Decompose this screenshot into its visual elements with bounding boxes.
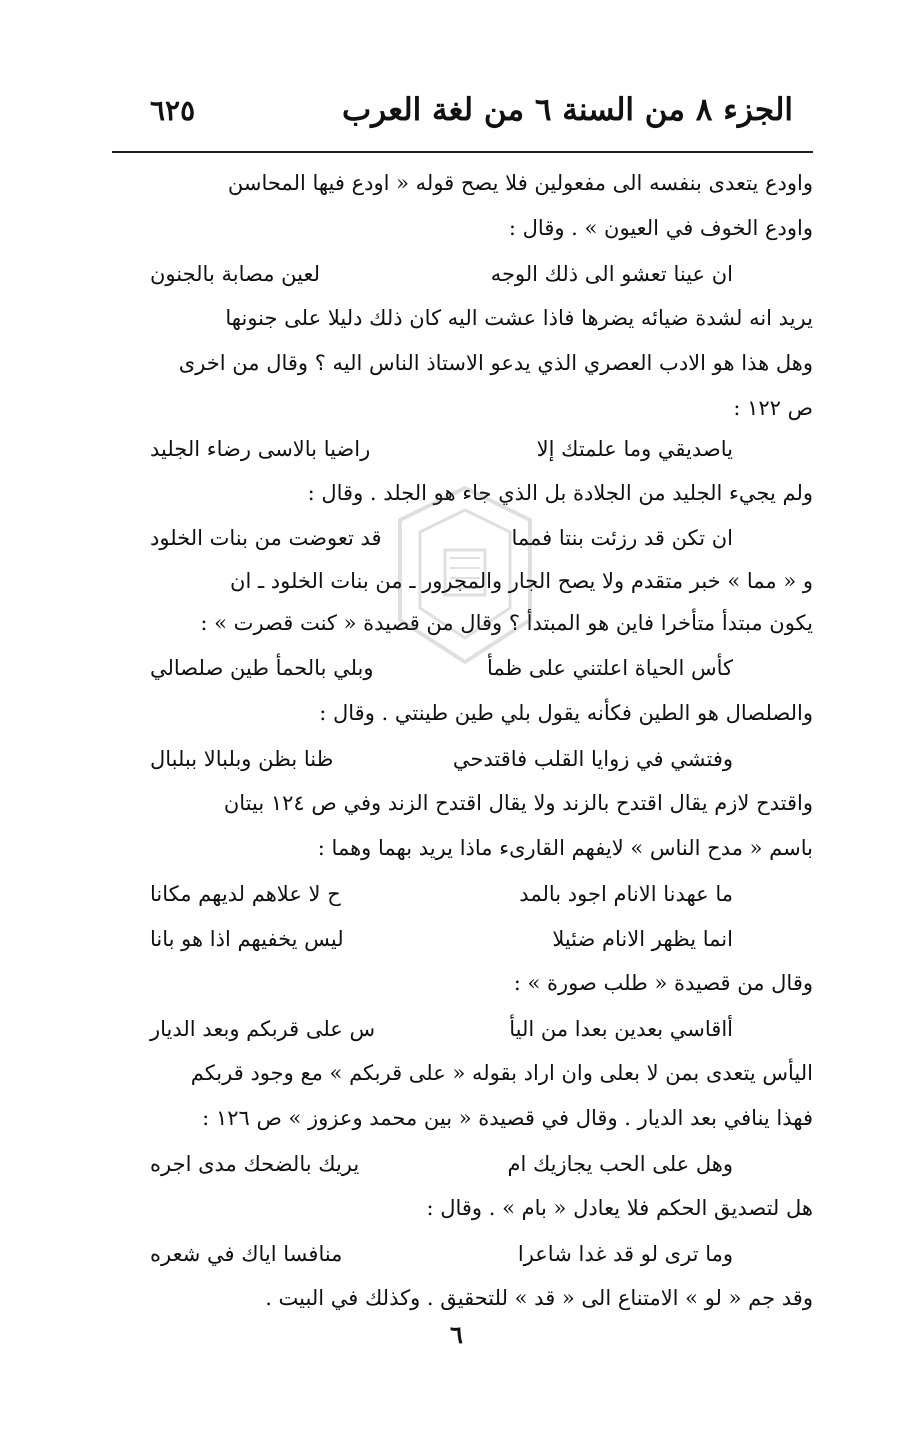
verse (150, 258, 763, 292)
text-line: ولم يجيء الجليد من الجلادة بل الذي جاء هو الجلد . وقال : (307, 481, 813, 505)
signature-number: ٦ (450, 1320, 463, 1349)
verse-hemistich: ما عهدنا الانام اجود بالمد (519, 882, 733, 906)
verse-hemistich: ان تكن قد رزئت بنتا فمما (511, 526, 733, 550)
text-line: اليأس يتعدى بمن لا بعلى وان اراد بقوله « على قربكم » مع وجود قربكم (190, 1061, 813, 1085)
verse-hemistich: كأس الحياة اعلتني على ظمأ (487, 656, 733, 680)
running-title: الجزء ٨ من السنة ٦ من لغة العرب (341, 92, 793, 128)
page-header (110, 92, 793, 136)
verse (150, 433, 763, 467)
verse-hemistich: راضيا بالاسى رضاء الجليد (150, 437, 371, 461)
header-rule (112, 151, 813, 153)
verse-hemistich: ح لا علاهم لديهم مكانا (150, 882, 341, 906)
verse (150, 1148, 763, 1182)
text-line: هل لتصديق الحكم فلا يعادل « بام » . وقال : (426, 1196, 813, 1220)
verse-hemistich: انما يظهر الانام ضئيلا (552, 927, 733, 951)
verse-hemistich: وفتشي في زوايا القلب فاقتدحي (452, 747, 733, 771)
text-line: وهل هذا هو الادب العصري الذي يدعو الاستاذ الناس اليه ؟ وقال من اخرى (178, 351, 813, 375)
verse-hemistich: ياصديقي وما علمتك إلا (536, 437, 733, 461)
verse (150, 878, 763, 912)
verse-hemistich: قد تعوضت من بنات الخلود (150, 526, 382, 550)
verse (150, 743, 763, 777)
library-stamp-watermark (390, 480, 540, 670)
text-line: يكون مبتدأ متأخرا فاين هو المبتدأ ؟ وقال من قصيدة « كنت قصرت » : (200, 611, 813, 635)
text-line: والصلصال هو الطين فكأنه يقول بلي طين طينتي . وقال : (319, 701, 813, 725)
verse-hemistich: س على قربكم وبعد الديار (150, 1017, 376, 1041)
verse-hemistich: لعين مصابة بالجنون (150, 262, 320, 286)
verse (150, 1013, 763, 1047)
verse-hemistich: وما ترى لو قد غدا شاعرا (517, 1242, 733, 1266)
verse-hemistich: منافسا اياك في شعره (150, 1242, 343, 1266)
text-line: وقال من قصيدة « طلب صورة » : (513, 971, 813, 995)
text-line: فهذا ينافي بعد الديار . وقال في قصيدة « بين محمد وعزوز » ص ١٢٦ : (202, 1106, 813, 1130)
verse-hemistich: ظنا بظن وبلبالا ببلبال (150, 747, 334, 771)
text-line: واودع الخوف في العيون » . وقال : (508, 216, 813, 240)
text-line: يريد انه لشدة ضيائه يضرها فاذا عشت اليه كان ذلك دليلا على جنونها (225, 306, 813, 330)
text-line: واقتدح لازم يقال اقتدح بالزند ولا يقال اقتدح الزند وفي ص ١٢٤ بيتان (223, 791, 813, 815)
verse (150, 1238, 763, 1272)
text-line: واودع يتعدى بنفسه الى مفعولين فلا يصح قوله « اودع فيها المحاسن (227, 171, 813, 195)
page-number: ٦٢٥ (150, 94, 196, 127)
text-line: ص ١٢٢ : (733, 396, 813, 420)
verse-hemistich: ان عينا تعشو الى ذلك الوجه (490, 262, 733, 286)
verse-hemistich: ليس يخفيهم اذا هو بانا (150, 927, 344, 951)
text-line: باسم « مدح الناس » لايفهم القارىء ماذا يريد بهما وهما : (317, 836, 813, 860)
verse-hemistich: وبلي بالحمأ طين صلصالي (150, 656, 374, 680)
text-line: و « مما » خبر متقدم ولا يصح الجار والمجرور ـ من بنات الخلود ـ ان (230, 569, 813, 593)
verse-hemistich: أاقاسي بعدين بعدا من اليأ (509, 1017, 733, 1041)
verse-hemistich: يريك بالضحك مدى اجره (150, 1152, 360, 1176)
verse-hemistich: وهل على الحب يجازيك ام (507, 1152, 733, 1176)
verse (150, 923, 763, 957)
text-line: وقد جم « لو » الامتناع الى « قد » للتحقيق . وكذلك في البيت . (265, 1286, 813, 1310)
